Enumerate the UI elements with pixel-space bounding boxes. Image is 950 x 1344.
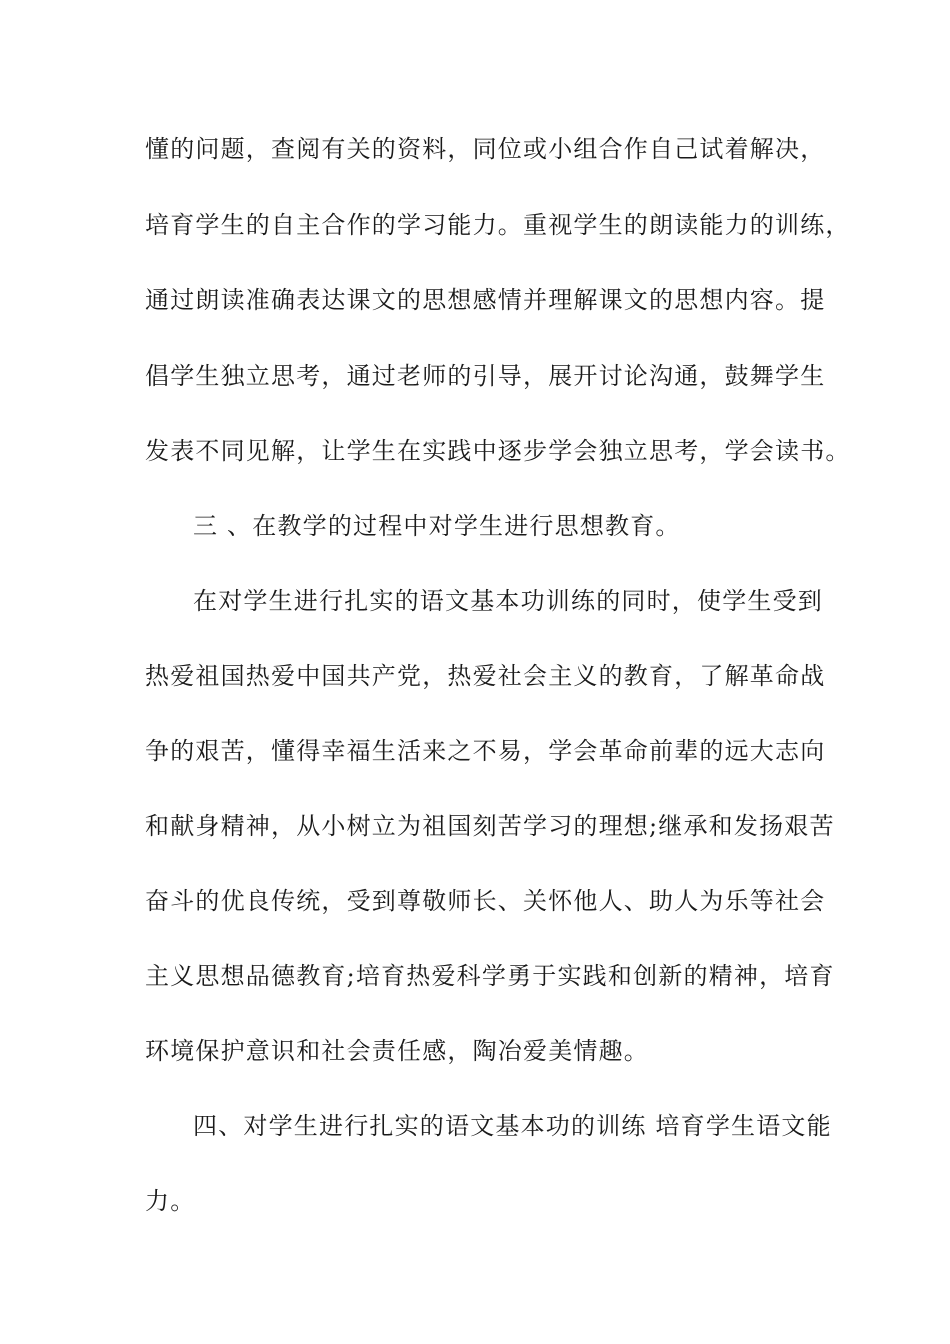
text-line: 培育学生的自主合作的学习能力。重视学生的朗读能力的训练， — [145, 211, 851, 239]
text-line: 发表不同见解，让学生在实践中逐步学会独立思考，学会读书。 — [145, 437, 851, 465]
text-line: 环境保护意识和社会责任感，陶冶爱美情趣。 — [145, 1037, 649, 1065]
text-line: 奋斗的优良传统，受到尊敬师长、关怀他人、助人为乐等社会 — [145, 887, 826, 915]
text-line: 力。 — [145, 1187, 196, 1215]
text-line: 和献身精神，从小树立为祖国刻苦学习的理想;继承和发扬艰苦 — [145, 812, 835, 840]
text-line: 主义思想品德教育;培育热爱科学勇于实践和创新的精神，培育 — [145, 962, 835, 990]
text-line: 在对学生进行扎实的语文基本功训练的同时，使学生受到 — [193, 587, 823, 615]
section-heading: 三 、在教学的过程中对学生进行思想教育。 — [193, 512, 681, 540]
text-line: 倡学生独立思考，通过老师的引导，展开讨论沟通，鼓舞学生 — [145, 362, 826, 390]
text-line: 通过朗读准确表达课文的思想感情并理解课文的思想内容。提 — [145, 286, 826, 314]
text-line: 懂的问题，查阅有关的资料，同位或小组合作自己试着解决， — [145, 135, 826, 163]
text-line: 争的艰苦，懂得幸福生活来之不易，学会革命前辈的远大志向 — [145, 737, 826, 765]
text-line: 热爱祖国热爱中国共产党，热爱社会主义的教育，了解革命战 — [145, 662, 826, 690]
section-heading: 四、对学生进行扎实的语文基本功的训练 培育学生语文能 — [193, 1112, 832, 1140]
